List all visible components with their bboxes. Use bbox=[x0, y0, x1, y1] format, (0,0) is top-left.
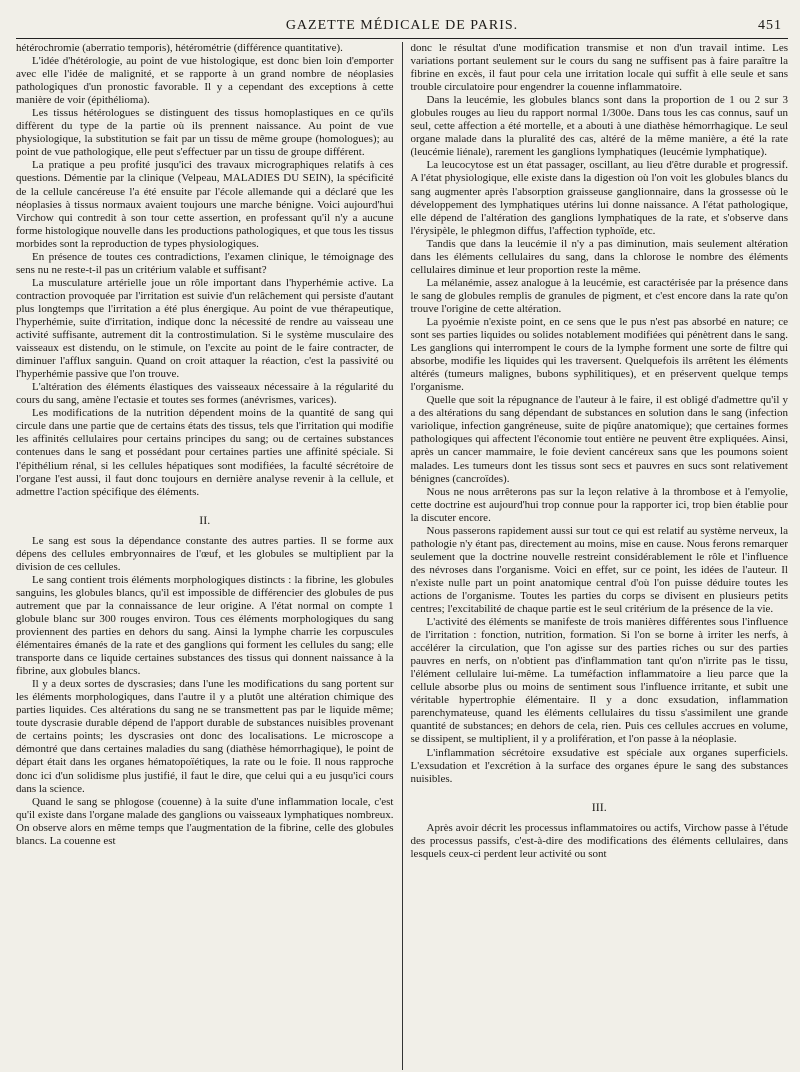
running-header bbox=[16, 10, 788, 39]
paragraph: L'inflammation sécrétoire exsudative est spéciale aux organes superficiels. L'exsudation et l'excrétion à la surface des organes épure le sang des substances nuisibles. bbox=[410, 746, 788, 785]
paragraph: La leucocytose est un état passager, oscillant, au lieu d'être durable et progressif. A l'état physiologique, elle existe dans la digestion où l'on voit les globules blancs du sang augmenter après l'absorption graisseuse ganglionnaire, dans la grossesse où le développement des lymphatiques utérins lui donne naissance. A l'état pathologique, elle dépend de l'altération des ganglions lymphatiques de la rate, et s'observe dans l'érysipèle, le phlegmon diffus, l'affection typhoïde, etc. bbox=[410, 159, 788, 237]
section-number: III. bbox=[591, 799, 607, 814]
section-number: II. bbox=[199, 512, 211, 527]
paragraph: La musculature artérielle joue un rôle important dans l'hyperhémie active. La contraction provoquée par l'irritation est suivie d'un relâchement qui persiste d'autant plus longtemps que l'irritation a été plus énergique. Au point de vue thérapeutique, l'hyperhémie, suite d'irritation, indique donc la nécessité de rendre au vaisseau une activité suffisante, autrement dit la controstimulation. Si le système musculaire des vaisseaux est distendu, on le stimule, on l'excite au point de le faire contracter, de diminuer l'afflux sanguin. Quand on croit attaquer la réaction, c'est la passivité ou l'hyperhémie passive que l'on trouve. bbox=[16, 276, 394, 381]
text-columns bbox=[16, 42, 788, 1070]
left-column bbox=[16, 42, 402, 1070]
paragraph: Les tissus hétérologues se distinguent des tissus homoplastiques en ce qu'ils diffèrent du type de la partie où ils prennent naissance. Au point de vue physiologique, la substitution se fait par un tissu de même groupe (homologues); au point de vue pathologique, elle peut s'effectuer par un tissu de groupe différent. bbox=[16, 107, 394, 159]
paragraph: La pratique a peu profité jusqu'ici des travaux micrographiques relatifs à ces questions. Démentie par la clinique (Velpeau, MALADIES DU SEIN), la spécificité de la cellule cancéreuse l'a été ensuite par l'école allemande qui a déclaré que les néoplasies à tissus normaux avaient toujours une marche bénigne. Voici aujourd'hui Virchow qui contredit à son tour cette assertion, en professant qu'il n'y a aucune forme histologique nouvelle dans les productions pathologiques, et que tous les tissus morbides sont la reproduction de types physiologiques. bbox=[16, 159, 394, 250]
paragraph: Le sang contient trois éléments morphologiques distincts : la fibrine, les globules sanguins, les globules blancs, qu'il est impossible de différencier des globules de pus autrement que par la connaissance de leur origine. A l'état normal on compte 1 globule blanc sur 300 rouges environ. Tous ces éléments morphologiques du sang proviennent des parties en dehors du sang. Ainsi la lymphe charrie les corpuscules élémentaires émanés de la rate et des ganglions qui forment les cellules du sang; elle transporte dans ce liquide certaines substances des tissus qui donnent naissance à la fibrine, aux globules blancs. bbox=[16, 573, 394, 678]
paragraph: L'idée d'hétérologie, au point de vue histologique, est donc bien loin d'emporter avec elle l'idée de malignité, et se rapporte à un grand nombre de néoplasies pathologiques d'un pronostic favorable. Il y a cependant des exceptions à cette manière de voir (épithélioma). bbox=[16, 55, 394, 107]
paragraph: hétérochromie (aberratio temporis), hétérométrie (différence quantitative). bbox=[16, 42, 343, 54]
paragraph: L'activité des éléments se manifeste de trois manières différentes sous l'influence de l'irritation : fonction, nutrition, formation. Si l'on se borne à irriter les nerfs, à accélérer la circulation, que l'on agisse sur des parties riches ou sur des parties pauvres en nerfs, on n'obtient pas d'inflammation tant qu'on n'irrite pas le tissu, l'élément cellulaire lui-même. La tuméfaction inflammatoire a lieu parce que la cellule absorbe plus ou moins de sentiment sous l'influence irritante, et subit une véritable hypertrophie élémentaire. Il y a donc exsudation, inflammation parenchymateuse, quand les éléments cellulaires du tissu s'assimilent une grande quantité de substances; en dehors de cela, rien. Puis ces cellules accrues en volume, se dissipent, se multiplient, il y a prolifération, et l'on passe à la néoplasie. bbox=[410, 616, 788, 746]
paragraph: En présence de toutes ces contradictions, l'examen clinique, le témoignage des sens nu ne reste-t-il pas un critérium valable et suffisant? bbox=[16, 250, 394, 276]
paragraph: Les modifications de la nutrition dépendent moins de la quantité de sang qui circule dans une partie que de certains états des tissus, tels que l'irritation qui modifie les affinités cellulaires pour certains principes du sang; ou de certaines substances contenues dans le sang et possédant pour certaines parties une affinité spéciale. Si l'épithélium rénal, si les cellules hépatiques sont modifiées, la faculté sécrétoire de l'organe l'est aussi, il faut donc toujours en dernière analyse revenir à la cellule, et admettre l'action spécifique des éléments. bbox=[16, 407, 394, 498]
journal-title: GAZETTE MÉDICALE DE PARIS. bbox=[285, 18, 519, 33]
page-number: 451 bbox=[758, 18, 782, 33]
paragraph: La pyoémie n'existe point, en ce sens que le pus n'est pas absorbé en nature; ce sont ses parties liquides ou solides notablement modifiées qui pénètrent dans le sang. Les ganglions qui interrompent le cours de la lymphe forment une sorte de filtre qui absorbe, modifie les liquides qui les traversent. Quelquefois ils arrêtent les éléments altérés (tumeurs malignes, bubons syphilitiques), et en préservent quelque temps l'organisme. bbox=[410, 315, 788, 394]
paragraph: L'altération des éléments élastiques des vaisseaux nécessaire à la régularité du cours du sang, amène l'ectasie et toutes ses formes (anévrismes, varices). bbox=[16, 381, 394, 407]
paragraph: La mélanémie, assez analogue à la leucémie, est caractérisée par la présence dans le sang de globules remplis de granules de pigment, et c'est encore dans la rate qu'on trouve l'origine de cette altération. bbox=[410, 276, 788, 315]
paragraph: Il y a deux sortes de dyscrasies; dans l'une les modifications du sang portent sur les éléments morphologiques, dans l'autre il y a plutôt une altération chimique des parties liquides. Ces altérations du sang ne se transmettent pas par le liquide même; toute dyscrasie durable dépend de l'apport durable de substances nuisibles provenant de certains points; les dyscrasies ont donc des localisations. Le microscope a démontré que dans certaines maladies du sang (diathèse hémorrhagique), le point de départ était dans les organes hématopoïétiques, la rate ou le foie. Il nous rapproche donc ici d'un solidisme plus justifié, il faut le dire, que celui qui a eu jusqu'ici cours dans la science. bbox=[16, 678, 394, 795]
paragraph: Nous passerons rapidement aussi sur tout ce qui est relatif au système nerveux, la pathologie n'y étant pas, directement au moins, mise en cause. Nous ferons remarquer seulement que la doctrine nouvelle restreint considérablement le rôle et l'influence des névroses dans l'organisme. Voici en effet, sur ce point, les idées de l'auteur. Il n'existe nulle part un point anatomique central d'où l'on puisse déduire toutes les actions de l'organisme. Toutes les parties du corps se divisent en plusieurs petits centres; l'excitabilité de chaque partie est le seul critérium de la présence de la vie. bbox=[410, 524, 788, 616]
section-spacer bbox=[16, 499, 394, 508]
paragraph: Nous ne nous arrêterons pas sur la leçon relative à la thrombose et à l'emyolie, cette doctrine est aujourd'hui trop connue pour la rapporter ici, trop bien établie pour la discuter encore. bbox=[410, 485, 788, 524]
paragraph: Après avoir décrit les processus inflammatoires ou actifs, Virchow passe à l'étude des processus passifs, c'est-à-dire des modifications des éléments cellulaires, dans lesquels ceux-ci perdent leur activité ou sont bbox=[410, 821, 788, 860]
paragraph: Tandis que dans la leucémie il n'y a pas diminution, mais seulement altération dans les éléments cellulaires du sang, dans la chlorose le nombre des éléments cellulaires diminue et leur proportion reste la même. bbox=[410, 237, 788, 276]
section-spacer bbox=[411, 786, 789, 795]
paragraph: Quand le sang se phlogose (couenne) à la suite d'une inflammation locale, c'est qu'il existe dans l'organe malade des ganglions ou vaisseaux lymphatiques nombreux. On observe alors en même temps que l'augmentation de la fibrine, celle des globules blancs. La couenne est bbox=[16, 795, 394, 847]
paragraph: Le sang est sous la dépendance constante des autres parties. Il se forme aux dépens des cellules embryonnaires de l'œuf, et les globules se multiplient par la division de ces cellules. bbox=[16, 534, 394, 573]
right-column bbox=[402, 42, 789, 1070]
paragraph: Quelle que soit la répugnance de l'auteur à le faire, il est obligé d'admettre qu'il y a des altérations du sang dépendant de substances en solution dans le sang (infection variolique, infection gangréneuse, suite de piqûre anatomique); que certaines formes pathologiques qui affectent l'économie tout entière ne peuvent être expliquées. Ainsi, après un cancer mammaire, le foie devient cancéreux sans que les poumons soient malades. Les tumeurs dont les tissus sont secs et pauvres en sucs sont relativement bénignes (cancroïdes). bbox=[410, 394, 788, 485]
paragraph: Dans la leucémie, les globules blancs sont dans la proportion de 1 ou 2 sur 3 globules rouges au lieu du rapport normal 1/300e. Dans tous les cas connus, sauf un seul, cette affection a été mortelle, et a abouti à une diathèse hémorrhagique. Le seul organe malade dans la pluralité des cas, altéré de la même manière, a été la rate (leucémie liénale), rarement les ganglions lymphatiques (leucémie lymphatique). bbox=[410, 94, 788, 159]
paragraph: donc le résultat d'une modification transmise et non d'un travail intime. Les variations portant seulement sur le cours du sang ne suffisent pas à faire paraître la fibrine en excès, il faut pour cela une irritation locale qui suffit à elle seule et sans trouble circulatoire pour engendrer la couenne inflammatoire. bbox=[410, 42, 788, 94]
